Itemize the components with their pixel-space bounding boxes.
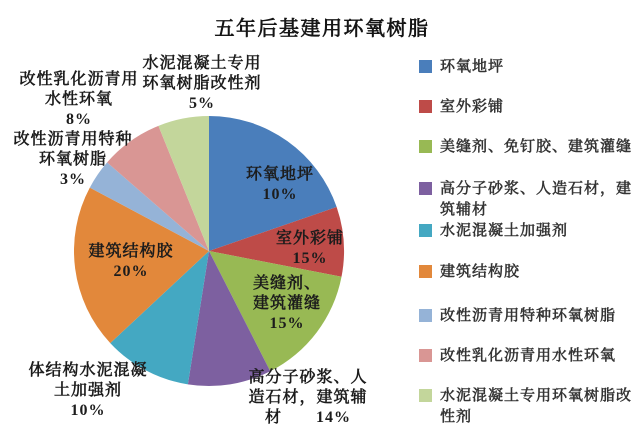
pie-label-line: 水性环氧 <box>44 91 114 108</box>
pie-label-line: 20% <box>113 263 149 280</box>
pie-label-line: 环氧树脂 <box>38 151 108 168</box>
pie-label-line: 美缝剂、 <box>252 275 322 292</box>
legend-item-8 <box>419 346 642 367</box>
pie-label-line: 环氧地坪 <box>245 166 315 183</box>
legend-item-6 <box>419 262 642 283</box>
legend-swatch <box>419 349 432 362</box>
legend-swatch <box>419 140 432 153</box>
legend-swatch <box>419 100 432 113</box>
pie-label-line: 高分子砂浆、人 <box>248 369 368 386</box>
pie-label-line: 15% <box>269 315 305 332</box>
legend-item-9 <box>419 386 642 428</box>
pie-label-line: 改性沥青用特种 <box>13 131 133 148</box>
pie-label-line: 15% <box>292 250 328 267</box>
chart-title: 五年后基建用环氧树脂 <box>214 18 430 40</box>
legend-label: 室外彩铺 <box>440 99 505 115</box>
legend-item-4 <box>419 179 642 221</box>
legend-swatch <box>419 265 432 278</box>
legend-label: 高分子砂浆、人造石材，建筑辅材 <box>440 181 633 218</box>
pie-label-line: 环氧树脂改性剂 <box>142 75 262 92</box>
legend-label: 水泥混凝土专用环氧树脂改性剂 <box>440 388 633 425</box>
legend-swatch <box>419 60 432 73</box>
pie-label-line: 10% <box>262 186 298 203</box>
pie-label-line: 水泥混凝土专用 <box>142 55 262 72</box>
pie-label-line: 10% <box>70 402 106 419</box>
pie-label-line: 8% <box>65 111 92 128</box>
legend-label: 改性乳化沥青用水性环氧 <box>440 348 617 364</box>
pie-label-line: 室外彩铺 <box>275 230 345 247</box>
pie-label-line: 建筑结构胶 <box>88 243 174 260</box>
pie-label-line: 5% <box>188 95 215 112</box>
pie-label-line: 材 14% <box>264 409 352 426</box>
pie-label-line: 体结构水泥混凝 <box>28 362 148 379</box>
pie-label-line: 造石材，建筑辅 <box>248 389 368 406</box>
legend-label: 水泥混凝土加强剂 <box>440 223 569 239</box>
legend-item-2 <box>419 97 642 118</box>
legend-item-7 <box>419 306 642 327</box>
legend <box>419 0 643 439</box>
legend-label: 美缝剂、免钉胶、建筑灌缝 <box>440 139 633 155</box>
legend-item-3 <box>419 137 642 158</box>
legend-label: 环氧地坪 <box>440 59 505 75</box>
pie-label-line: 建筑灌缝 <box>252 295 322 312</box>
pie-label-line: 3% <box>59 171 86 188</box>
legend-swatch <box>419 182 432 195</box>
legend-swatch <box>419 224 432 237</box>
legend-label: 建筑结构胶 <box>440 264 521 280</box>
legend-swatch <box>419 309 432 322</box>
legend-item-5 <box>419 221 642 242</box>
pie-label-line: 改性乳化沥青用 <box>19 71 139 88</box>
legend-label: 改性沥青用特种环氧树脂 <box>440 308 617 324</box>
pie-label-line: 土加强剂 <box>53 382 123 399</box>
legend-swatch <box>419 389 432 402</box>
legend-item-1 <box>419 57 642 78</box>
